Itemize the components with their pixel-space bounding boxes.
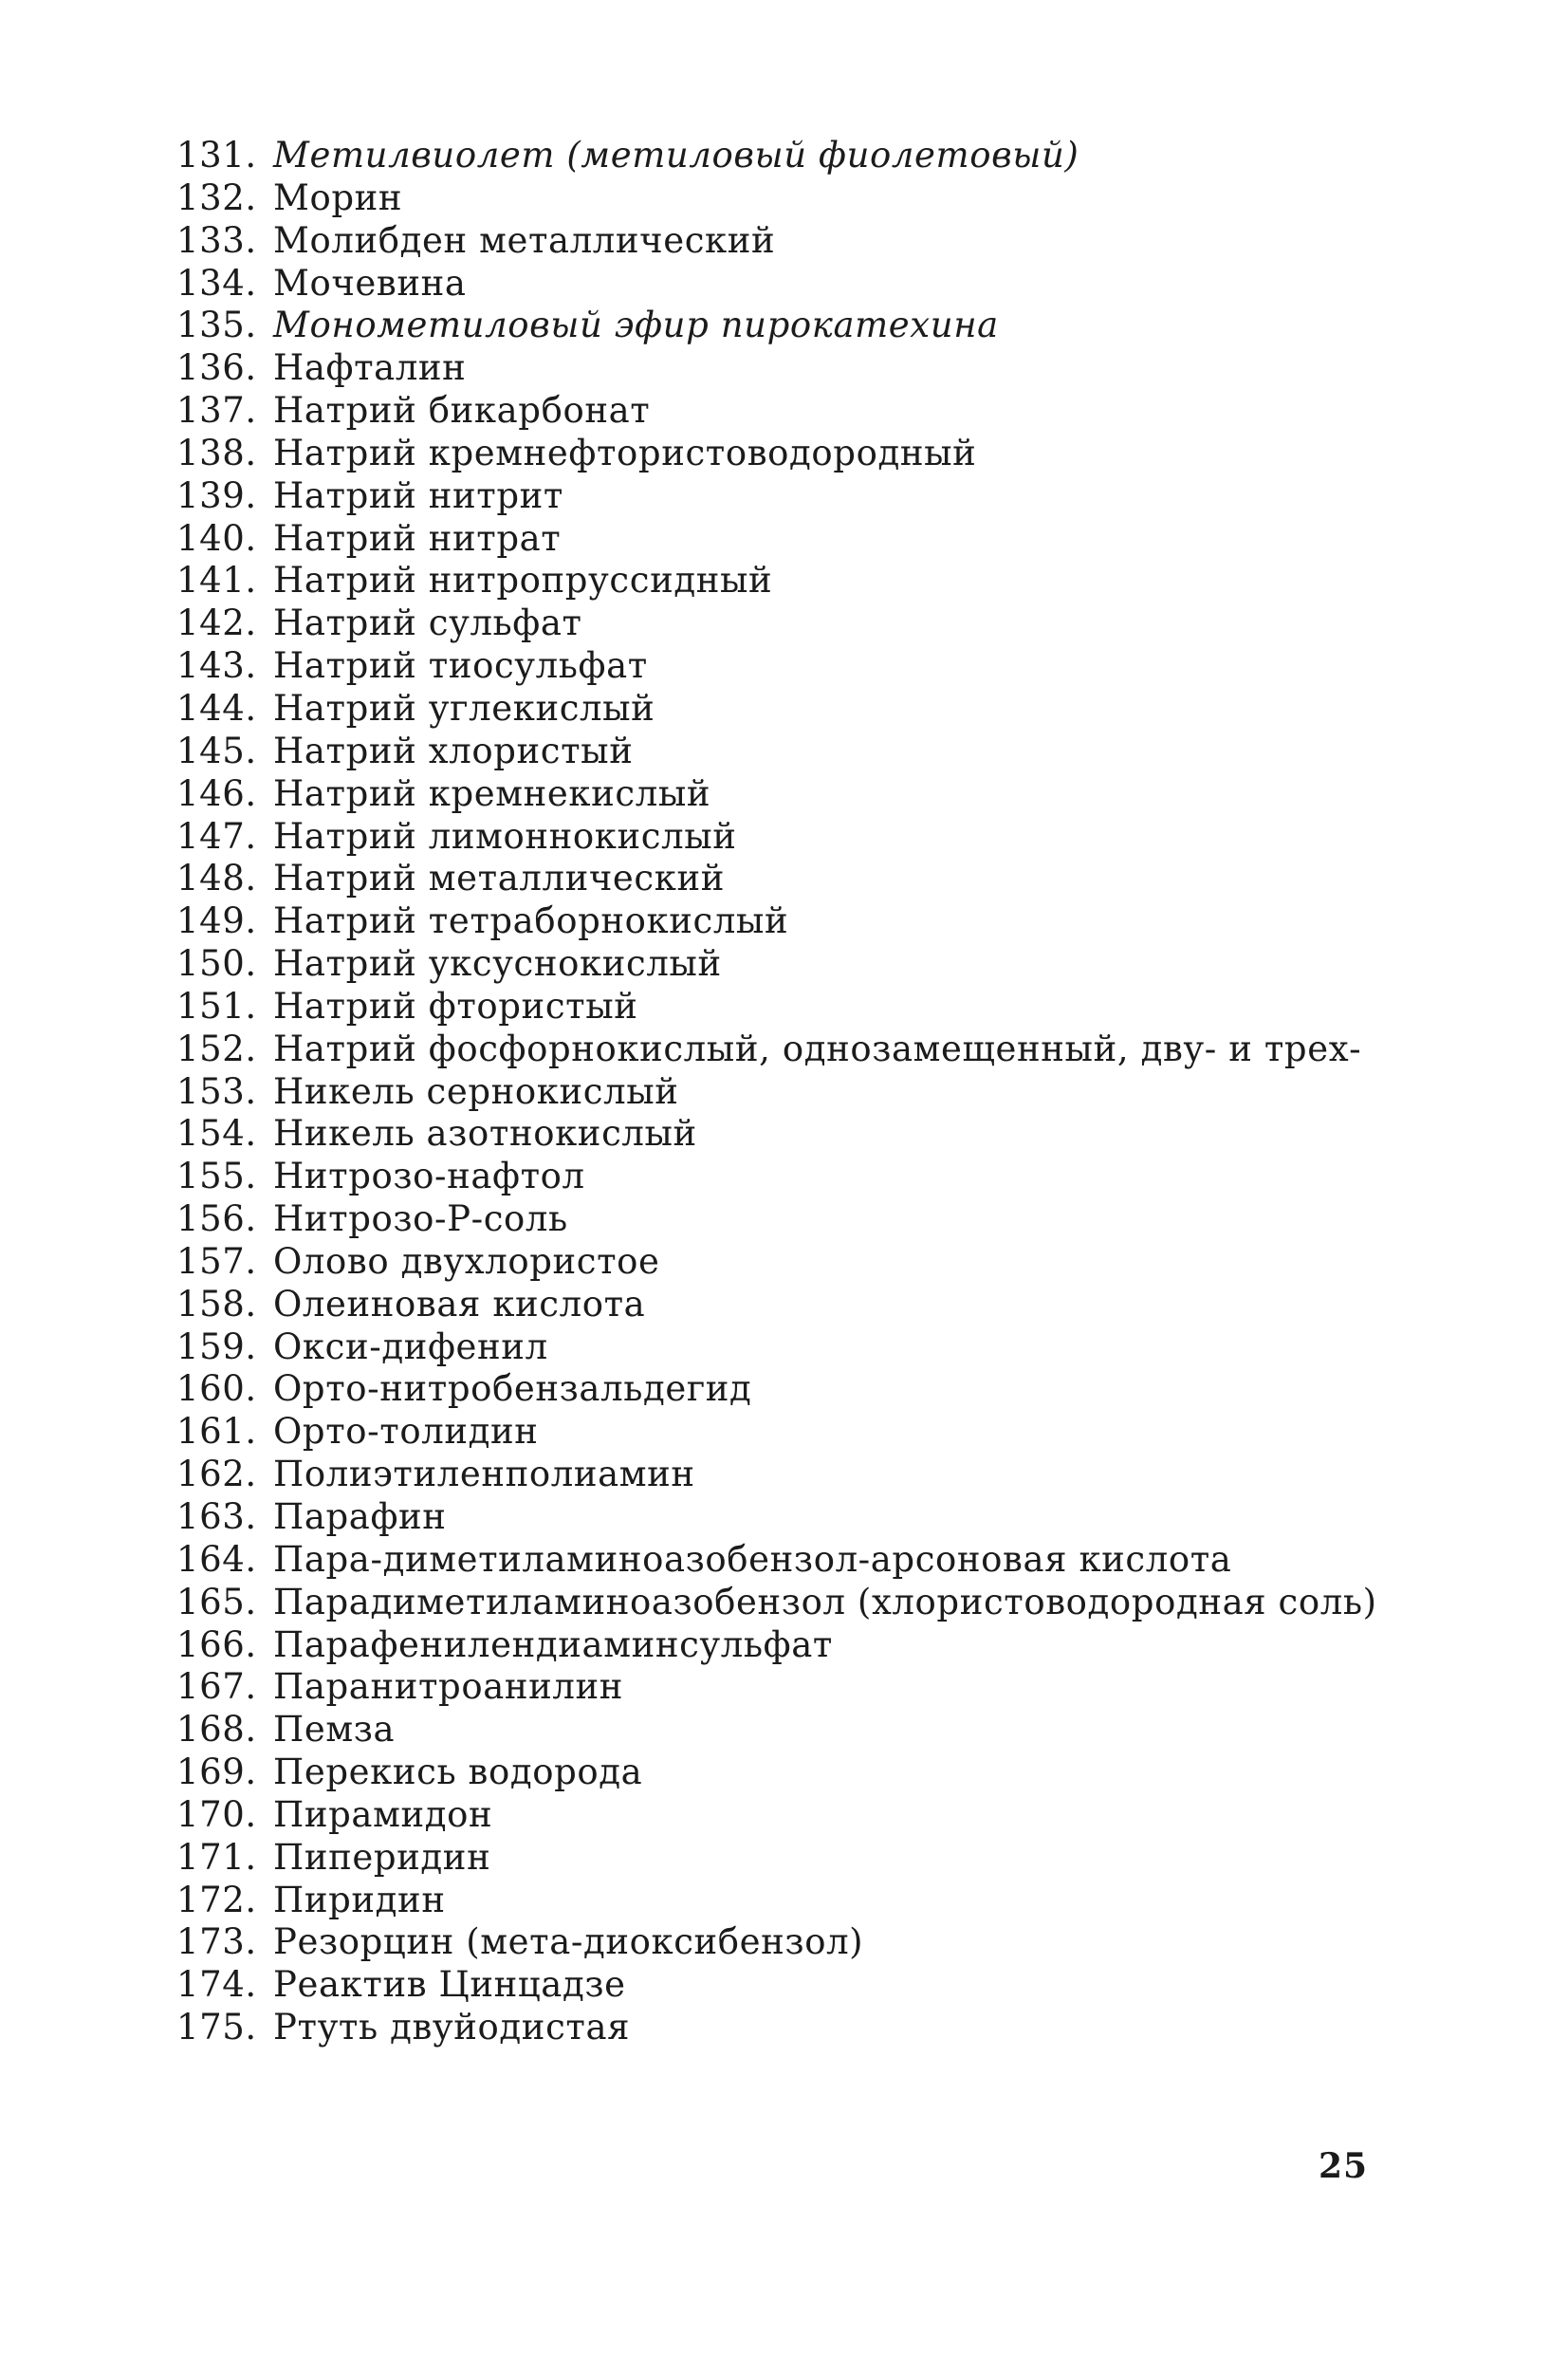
list-item (176, 688, 1377, 731)
list-item (176, 1709, 1377, 1752)
item-text: Окси-дифенил (273, 1325, 548, 1367)
item-number: 137. (176, 390, 257, 432)
list-item (176, 943, 1377, 986)
list-item (176, 900, 1377, 943)
item-number: 145. (176, 730, 257, 771)
item-text: Натрий нитропруссидный (273, 560, 773, 602)
item-number: 163. (176, 1496, 257, 1537)
item-text: Натрий кремнефтористоводородный (273, 432, 977, 473)
item-number: 162. (176, 1454, 257, 1495)
item-number: 131. (176, 135, 257, 176)
item-number: 143. (176, 645, 257, 687)
item-text: Никель сернокислый (273, 1070, 679, 1112)
item-number: 135. (176, 305, 257, 346)
page-number: 25 (1319, 2146, 1369, 2186)
item-text: Натрий углекислый (273, 687, 655, 729)
list-item (176, 1582, 1377, 1624)
item-number: 172. (176, 1879, 257, 1920)
item-text: Натрий кремнекислый (273, 772, 711, 814)
item-text: Метилвиолет (метиловый фиолетовый) (273, 135, 1079, 176)
item-number: 142. (176, 602, 257, 644)
list-item (176, 135, 1377, 177)
reagent-list (176, 135, 1377, 2049)
list-item (176, 1921, 1377, 1964)
list-item (176, 1411, 1377, 1454)
list-item (176, 1326, 1377, 1369)
item-number: 156. (176, 1198, 257, 1240)
item-number: 133. (176, 219, 257, 261)
item-number: 146. (176, 772, 257, 814)
item-number: 165. (176, 1581, 257, 1622)
item-text: Молибден металлический (273, 219, 776, 261)
item-number: 139. (176, 474, 257, 516)
item-text: Мочевина (273, 262, 467, 304)
item-number: 132. (176, 176, 257, 218)
item-number: 168. (176, 1709, 257, 1751)
item-text: Натрий бикарбонат (273, 390, 651, 432)
item-text: Пирамидон (273, 1793, 493, 1835)
item-number: 169. (176, 1752, 257, 1793)
item-number: 154. (176, 1113, 257, 1155)
list-item (176, 2007, 1377, 2049)
list-item (176, 1241, 1377, 1284)
item-text: Нитрозо-Р-соль (273, 1198, 568, 1240)
item-text: Парафенилендиаминсульфат (273, 1623, 833, 1665)
item-number: 141. (176, 560, 257, 602)
item-text: Натрий уксуснокислый (273, 943, 722, 985)
list-item (176, 1284, 1377, 1326)
item-number: 158. (176, 1283, 257, 1325)
item-number: 148. (176, 858, 257, 899)
list-item (176, 986, 1377, 1029)
item-text: Натрий нитрит (273, 474, 563, 516)
item-number: 149. (176, 900, 257, 942)
item-text: Натрий хлористый (273, 730, 634, 771)
item-text: Натрий лимоннокислый (273, 815, 737, 857)
item-number: 147. (176, 815, 257, 857)
item-number: 136. (176, 347, 257, 389)
list-item (176, 816, 1377, 859)
item-text: Натрий нитрат (273, 517, 562, 559)
list-item (176, 390, 1377, 433)
item-text: Пара-диметиламиноазобензол-арсоновая кислота (273, 1538, 1232, 1580)
list-item (176, 1964, 1377, 2007)
item-text: Паранитроанилин (273, 1666, 624, 1708)
list-item (176, 1368, 1377, 1411)
list-item (176, 773, 1377, 816)
list-item (176, 560, 1377, 602)
item-text: Орто-толидин (273, 1411, 539, 1453)
item-text: Натрий фтористый (273, 985, 638, 1027)
item-text: Натрий сульфат (273, 602, 582, 644)
item-text: Никель азотнокислый (273, 1113, 697, 1155)
item-text: Пиридин (273, 1879, 446, 1920)
item-number: 144. (176, 687, 257, 729)
list-item (176, 602, 1377, 645)
item-text: Парафин (273, 1496, 447, 1537)
item-text: Монометиловый эфир пирокатехина (273, 305, 999, 346)
list-item (176, 1794, 1377, 1837)
list-item (176, 1454, 1377, 1496)
item-text: Натрий металлический (273, 858, 725, 899)
list-item (176, 1156, 1377, 1198)
list-item (176, 518, 1377, 561)
list-item (176, 1029, 1377, 1071)
list-item (176, 1666, 1377, 1709)
item-number: 170. (176, 1793, 257, 1835)
item-number: 151. (176, 985, 257, 1027)
list-item (176, 1496, 1377, 1539)
item-number: 155. (176, 1156, 257, 1197)
item-text: Натрий тиосульфат (273, 645, 648, 687)
list-item (176, 645, 1377, 688)
list-item (176, 1837, 1377, 1880)
item-text: Олово двухлористое (273, 1240, 660, 1282)
item-number: 160. (176, 1368, 257, 1410)
item-text: Нитрозо-нафтол (273, 1156, 585, 1197)
list-item (176, 263, 1377, 306)
item-number: 153. (176, 1070, 257, 1112)
item-number: 174. (176, 1964, 257, 2006)
item-text: Олеиновая кислота (273, 1283, 646, 1325)
item-text: Морин (273, 176, 403, 218)
list-item (176, 347, 1377, 390)
list-item (176, 1752, 1377, 1794)
list-item (176, 177, 1377, 220)
list-item (176, 858, 1377, 900)
item-text: Парадиметиламиноазобензол (хлористоводородная соль) (273, 1581, 1377, 1622)
item-text: Натрий тетраборнокислый (273, 900, 789, 942)
item-number: 140. (176, 517, 257, 559)
item-number: 166. (176, 1623, 257, 1665)
item-number: 161. (176, 1411, 257, 1453)
list-item (176, 1113, 1377, 1156)
item-number: 159. (176, 1325, 257, 1367)
item-number: 138. (176, 432, 257, 473)
list-item (176, 1880, 1377, 1922)
item-text: Натрий фосфорнокислый, однозамещенный, дву- и трех- (273, 1028, 1362, 1069)
list-item (176, 1539, 1377, 1582)
item-text: Пемза (273, 1709, 396, 1751)
item-number: 164. (176, 1538, 257, 1580)
list-item (176, 1624, 1377, 1667)
list-item (176, 475, 1377, 518)
list-item (176, 1071, 1377, 1114)
item-number: 134. (176, 262, 257, 304)
item-number: 173. (176, 1921, 257, 1963)
list-item (176, 305, 1377, 347)
item-text: Нафталин (273, 347, 467, 389)
item-number: 157. (176, 1240, 257, 1282)
item-text: Реактив Цинцадзе (273, 1964, 626, 2006)
item-text: Пиперидин (273, 1836, 491, 1878)
list-item (176, 433, 1377, 475)
item-number: 152. (176, 1028, 257, 1069)
item-text: Ртуть двуйодистая (273, 2007, 631, 2048)
item-text: Резорцин (мета-диоксибензол) (273, 1921, 864, 1963)
item-number: 167. (176, 1666, 257, 1708)
item-number: 150. (176, 943, 257, 985)
item-number: 171. (176, 1836, 257, 1878)
list-item (176, 1198, 1377, 1241)
list-item (176, 731, 1377, 773)
list-item (176, 220, 1377, 263)
item-text: Орто-нитробензальдегид (273, 1368, 752, 1410)
item-text: Перекись водорода (273, 1752, 643, 1793)
item-text: Полиэтиленполиамин (273, 1454, 695, 1495)
item-number: 175. (176, 2007, 257, 2048)
